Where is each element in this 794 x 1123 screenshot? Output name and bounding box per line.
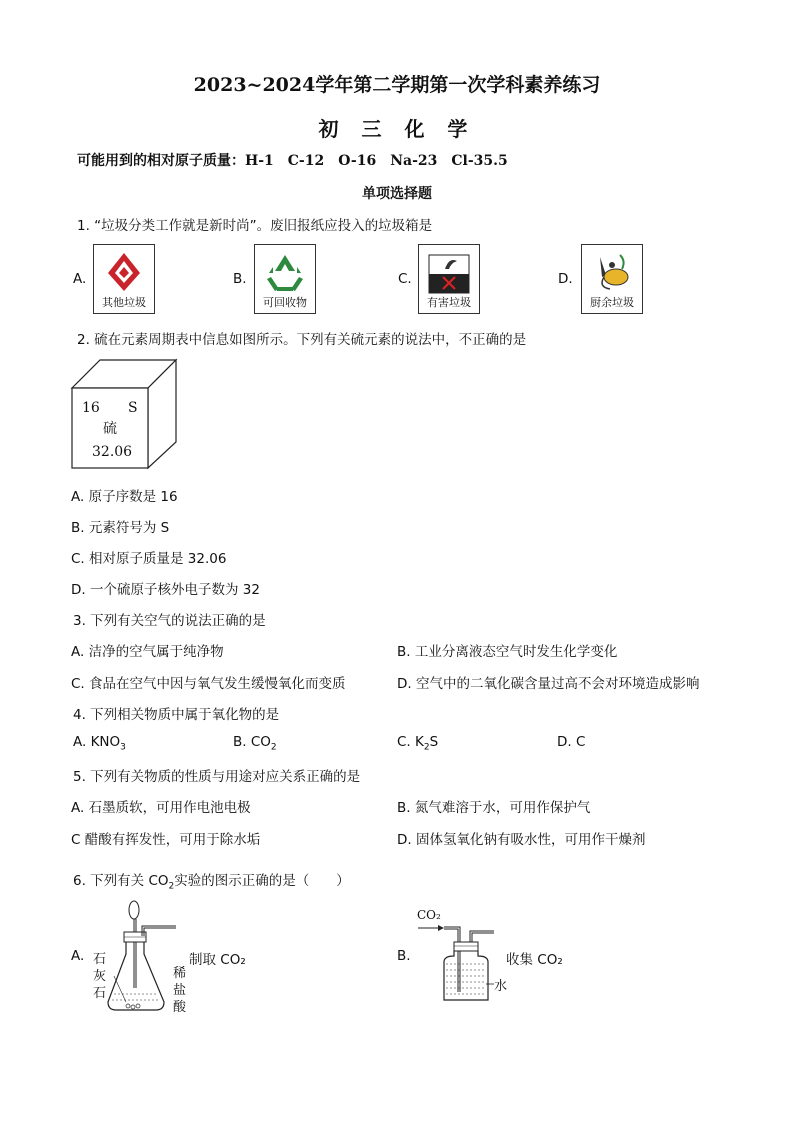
formula-text: S xyxy=(429,734,439,750)
q3-option-c[interactable]: C. 食品在空气中因与氧气发生缓慢氧化而变质 xyxy=(71,676,346,692)
q1-option-b-letter: B. xyxy=(233,271,247,287)
element-name: 硫 xyxy=(103,421,117,437)
q1-option-a-letter: A. xyxy=(73,271,87,287)
q5-option-c[interactable]: C 醋酸有挥发性，可用于除水垢 xyxy=(71,832,261,848)
exam-title: 2023~2024学年第二学期第一次学科素养练习 xyxy=(193,74,601,96)
recycle-icon xyxy=(255,247,315,297)
q2-option-c[interactable]: C. 相对原子质量是 32.06 xyxy=(71,551,227,567)
q5-option-d[interactable]: D. 固体氢氧化钠有吸水性，可用作干燥剂 xyxy=(397,832,646,848)
formula-text: B. CO xyxy=(233,734,271,750)
q6-stem-text: 实验的图示正确的是（ ） xyxy=(174,873,350,889)
label-char: 盐 xyxy=(173,983,187,998)
q5-option-b[interactable]: B. 氮气难溶于水，可用作保护气 xyxy=(397,800,591,816)
q4-option-a[interactable] xyxy=(73,734,126,753)
q3-option-b[interactable]: B. 工业分离液态空气时发生化学变化 xyxy=(397,644,618,660)
q6-stem-subscript: 2 xyxy=(168,881,175,892)
q3-option-d[interactable]: D. 空气中的二氧化碳含量过高不会对环境造成影响 xyxy=(397,676,700,692)
subject-title: 初 三 化 学 xyxy=(318,117,476,141)
label-char: 稀 xyxy=(173,966,187,981)
hydrochloric-acid-label xyxy=(173,965,186,1016)
element-symbol: S xyxy=(128,400,138,416)
q2-option-b[interactable]: B. 元素符号为 S xyxy=(71,520,170,536)
bin-kitchen-waste[interactable] xyxy=(581,244,643,314)
q6-option-a-letter[interactable]: A. xyxy=(71,948,85,964)
formula-text: D. C xyxy=(557,734,586,750)
q2-stem: 2. 硫在元素周期表中信息如图所示。下列有关硫元素的说法中，不正确的是 xyxy=(77,332,527,348)
q1-option-c-letter: C. xyxy=(398,271,412,287)
q4-option-b[interactable] xyxy=(233,734,277,753)
q2-option-a[interactable]: A. 原子序数是 16 xyxy=(71,489,178,505)
formula-text: C. K xyxy=(397,734,424,750)
formula-subscript: 3 xyxy=(120,742,126,753)
q4-stem: 4. 下列相关物质中属于氧化物的是 xyxy=(73,707,280,723)
section-title: 单项选择题 xyxy=(362,186,432,202)
q5-option-a[interactable]: A. 石墨质软，可用作电池电极 xyxy=(71,800,251,816)
formula-text: A. KNO xyxy=(73,734,121,750)
bin-recyclable[interactable] xyxy=(254,244,316,314)
label-char: 酸 xyxy=(173,1000,187,1015)
kitchen-waste-icon xyxy=(582,247,642,297)
bin-label: 可回收物 xyxy=(263,296,307,309)
element-number: 16 xyxy=(82,400,100,416)
formula-subscript: 2 xyxy=(423,742,430,753)
q1-option-d-letter: D. xyxy=(558,271,573,287)
other-waste-icon xyxy=(94,247,154,297)
bin-label: 厨余垃圾 xyxy=(590,296,634,309)
q6-stem-text: 6. 下列有关 CO xyxy=(73,873,169,889)
q4-option-d[interactable] xyxy=(557,734,585,750)
q6-option-a-caption: 制取 CO₂ xyxy=(189,952,246,968)
label-char: 石 xyxy=(93,986,107,1001)
bin-hazardous[interactable] xyxy=(418,244,480,314)
q3-stem: 3. 下列有关空气的说法正确的是 xyxy=(73,613,266,629)
q6-stem xyxy=(73,869,350,892)
atomic-masses: 可能用到的相对原子质量：H-1 C-12 O-16 Na-23 Cl-35.5 xyxy=(77,153,508,169)
co2-gas-label: CO₂ xyxy=(417,908,441,922)
limestone-label xyxy=(93,951,106,1002)
q2-option-d[interactable]: D. 一个硫原子核外电子数为 32 xyxy=(71,582,260,598)
hazardous-icon xyxy=(419,247,479,297)
formula-subscript: 2 xyxy=(270,742,277,753)
q4-option-c[interactable] xyxy=(397,734,438,753)
label-char: 石 xyxy=(93,952,107,967)
element-cube xyxy=(70,358,180,470)
q6-option-b-letter[interactable]: B. xyxy=(397,948,411,964)
bin-label: 有害垃圾 xyxy=(427,296,471,309)
q6-option-b-caption: 收集 CO₂ xyxy=(506,952,563,968)
q5-stem: 5. 下列有关物质的性质与用途对应关系正确的是 xyxy=(73,769,361,785)
q1-stem: 1. “垃圾分类工作就是新时尚”。废旧报纸应投入的垃圾箱是 xyxy=(77,218,433,234)
bin-other-waste[interactable] xyxy=(93,244,155,314)
water-label: 水 xyxy=(494,979,508,994)
q3-option-a[interactable]: A. 洁净的空气属于纯净物 xyxy=(71,644,224,660)
element-mass: 32.06 xyxy=(92,444,133,460)
bin-label: 其他垃圾 xyxy=(102,296,146,309)
label-char: 灰 xyxy=(93,969,107,984)
